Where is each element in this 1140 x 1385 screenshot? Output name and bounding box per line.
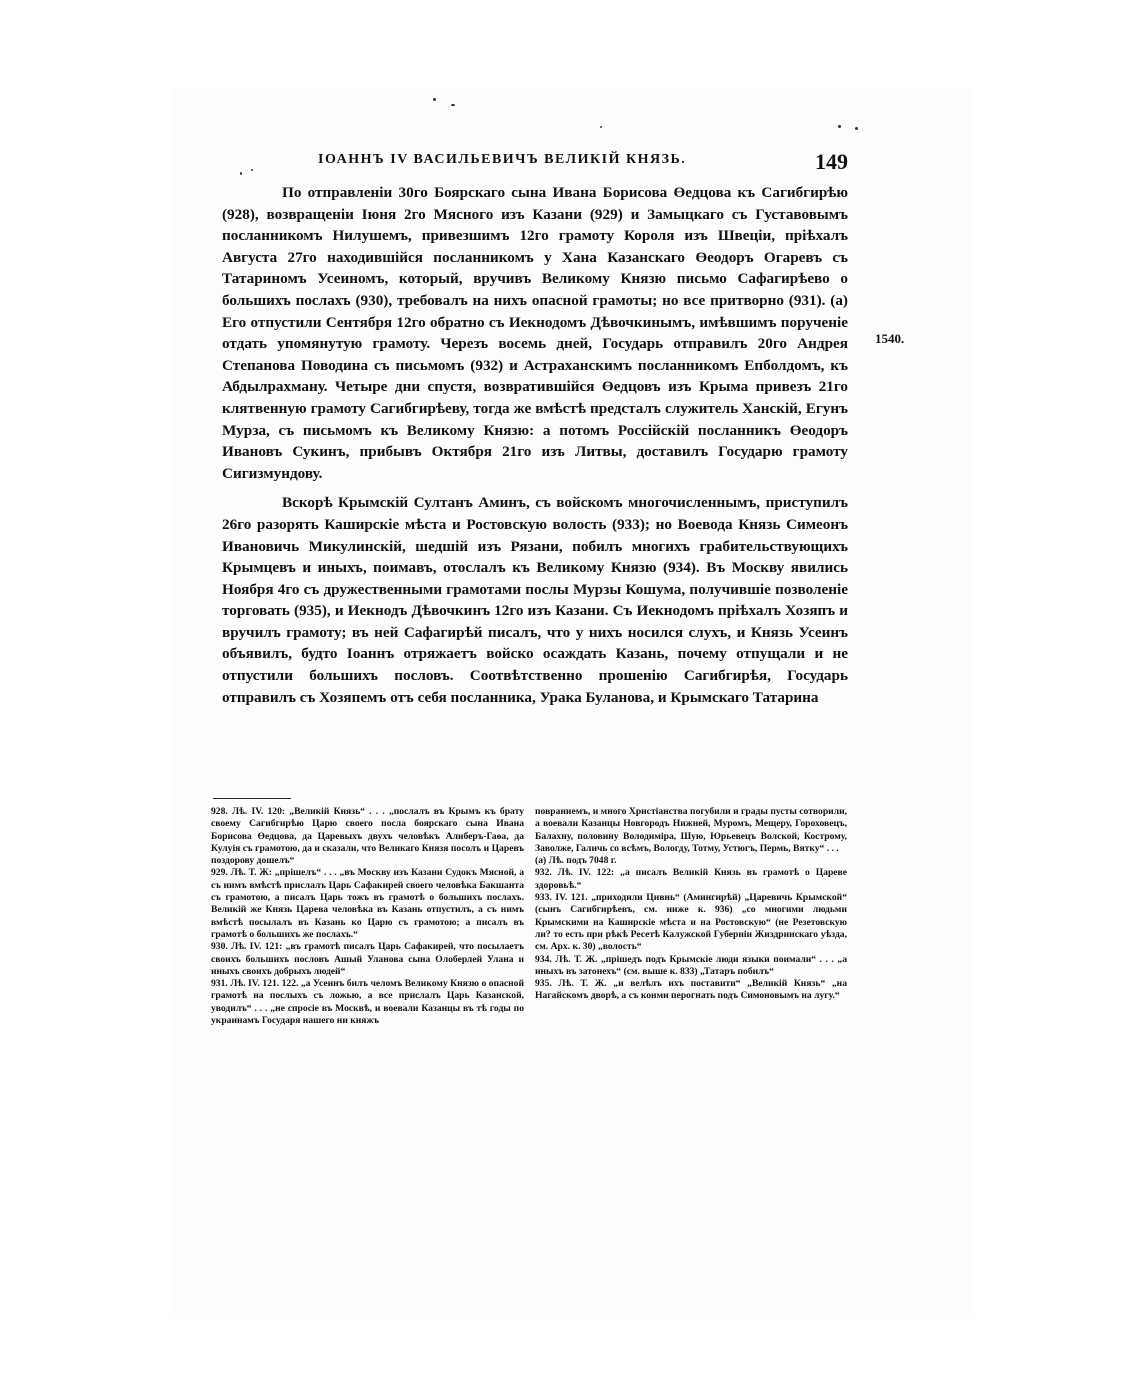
page-number: 149 [815,149,848,174]
paragraph: По отправленiи 30го Боярскаго сына Ивана Борисова Өедцова къ Сагибгирѣю (928), возвращенiи Iюня 2го Мясного изъ Казани (929) и Замыцкаго съ Густавовымъ посланникомъ Нилушемъ, привезшимъ 12го грамоту Короля изъ Швецiи, прiѣхалъ Августа 27го находившiйся посланникомъ у Хана Казанскаго Өеодоръ Огаревъ съ Татариномъ Усеиномъ, который, вручивъ Великому Князю письмо Сафагирѣево о большихъ послахъ (930), требовалъ на нихъ опасной грамоты; но все притворно (931). (а) Его отпустили Сентября 12го обратно съ Иекнодомъ Дѣвочкинымъ, имѣвшимъ порученiе отдать упомянутую грамоту. Черезъ восемь дней, Государь отправилъ 20го Андрея Степанова Поводина съ письмомъ (932) и Астраханскимъ посланникомъ Епболдомъ, къ Абдылрахману. Четыре дни спустя, возвратившiйся Өедцовъ изъ Крыма привезъ 21го клятвенную грамоту Сагибгирѣеву, тогда же вмѣстѣ предсталъ служитель Ханскiй, Егунъ Мурза, съ письмомъ къ Великому Князю: а потомъ Россiйскiй посланникъ Өеодоръ Ивановъ Сукинъ, прибывъ Октября 21го изъ Литвы, доставилъ Государю грамоту Сигизмундову. [222,184,848,482]
footnote: 928. Лѣ. IV. 120: „Великiй Князь“ . . . „послалъ въ Крымъ къ брату своему Сагибгирѣю Царю своего посла боярскаго сына Ивана Борисова Өедцова, да Царевыхъ двухъ человѣкъ Алиберъ-Гаѳа, да Кулуiя съ грамотою, да и сказали, что Великаго Князя посолъ и Царевъ поздорову дошелъ“ [211,806,524,867]
footnote: 933. IV. 121. „приходили Цивнь“ (Амингирѣй) „Царевичь Крымской“ (сынъ Сагибгирѣевъ, см. ниже к. 936) „со многими людьми Крымскими на Каширскiе мѣста и на Ростовскую“ (не Резетовскую ли? то есть при рѣкѣ Ресетѣ Калужской Губернiи Жиздринскаго уѣзда, см. Арх. к. 30) „волость“ [535,892,847,953]
footnote: 932. Лѣ. IV. 122: „а писалъ Великiй Князь въ грамотѣ о Цареве здоровьѣ.“ [535,867,847,891]
speck [838,125,841,128]
speck [251,169,253,171]
footnotes-left-column [211,806,524,1027]
speck [433,98,436,101]
running-title: IОАННЪ IV ВАСИЛЬЕВИЧЪ ВЕЛИКIЙ КНЯЗЬ. [318,152,687,167]
main-text [222,182,848,716]
footnote: 934. Лѣ. Т. Ж. „прiшедъ подъ Крымскiе люди языки поимали“ . . . „а иныхъ въ затонехъ“ (см. выше к. 833) „Татаръ побилъ“ [535,953,847,977]
footnotes-right-column [535,806,847,1003]
footnote: 929. Лѣ. Т. Ж: „прiшелъ“ . . . „въ Москву изъ Казани Судокъ Мясной, а съ нимъ вмѣстѣ прислалъ Царь Сафакирей своего человѣка Бакшанта съ грамотою, а писалъ Царь тожъ въ грамотѣ о большихъ послахъ. Великiй же Князь Царева человѣка въ Казань отпустилъ, а съ нимъ вмѣстѣ посылалъ въ Казань ко Царю съ грамотою; а писалъ въ грамотѣ о большихъ же послахъ.“ [211,867,524,940]
footnote: 935. Лѣ. Т. Ж. „и велѣлъ ихъ поставити“ „Великiй Князь“ „на Нагайскомъ дворѣ, а съ конми перогнать подъ Симоновымъ на лугу.“ [535,978,847,1002]
footnote: 931. Лѣ. IV. 121. 122. „а Усеинъ билъ челомъ Великому Князю о опасной грамотѣ на послыхъ съ ложью, а все прислалъ Царь Казанской, уводилъ“ . . . „не спросiе въ Москвѣ, и воевали Казанцы въ тѣ годы по украинамъ Государя нашего ни княжъ [211,978,524,1027]
speck [451,104,455,106]
speck [240,172,242,175]
paragraph: Вскорѣ Крымскiй Султанъ Аминъ, съ войскомъ многочисленнымъ, приступилъ 26го разорять Каширскiе мѣста и Ростовскую волость (933); но Воевода Князь Симеонъ Ивановичь Микулинскiй, шедшiй изъ Рязани, побилъ многихъ грабительствующихъ Крымцевъ и иныхъ, поимавъ, отослалъ къ Великому Князю (934). Въ Москву явились Ноября 4го съ дружественными грамотами послы Мурзы Кошума, получившiе позволенiе торговать (935), и Иекнодъ Дѣвочкинъ 12го изъ Казани. Съ Иекнодомъ прiѣхалъ Хозяпъ и вручилъ грамоту; въ ней Сафагирѣй писалъ, что у нихъ носился слухъ, и Князь Усеинъ объявилъ, будто Iоаннъ отряжаетъ войско осаждать Казань, почему отпущали и не отпустили большихъ пословъ. Соотвѣтственно прошенiю Сагибгирѣя, Государь отправилъ съ Хозяпемъ отъ себя посланника, Урака Буланова, и Крымскаго Татарина [222,494,848,706]
margin-year: 1540. [875,331,905,346]
speck [855,127,858,130]
page-header [318,150,848,178]
footnote: (а) Лѣ. подъ 7048 г. [535,855,617,867]
footnote: повраниемъ, и много Христiанства погубили и грады пусты сотворили, а воевали Казанцы Новгородъ Нижней, Муромъ, Мещеру, Гороховецъ, Балахну, половину Володимiра, Шую, Юрьевецъ Волской, Кострому, Заволже, Галичь со всѣмъ, Вологду, Тотму, Устюгъ, Пермь, Вятку“ . . . [535,806,847,854]
footnote-divider [213,798,291,799]
speck [600,126,602,128]
footnote: 930. Лѣ. IV. 121: „въ грамотѣ писалъ Царь Сафакирей, что посылаетъ своихъ большихъ пословъ Ашый Уланова сына Олоберлей Улана и иныхъ своихъ добрыхъ людей“ [211,941,524,977]
